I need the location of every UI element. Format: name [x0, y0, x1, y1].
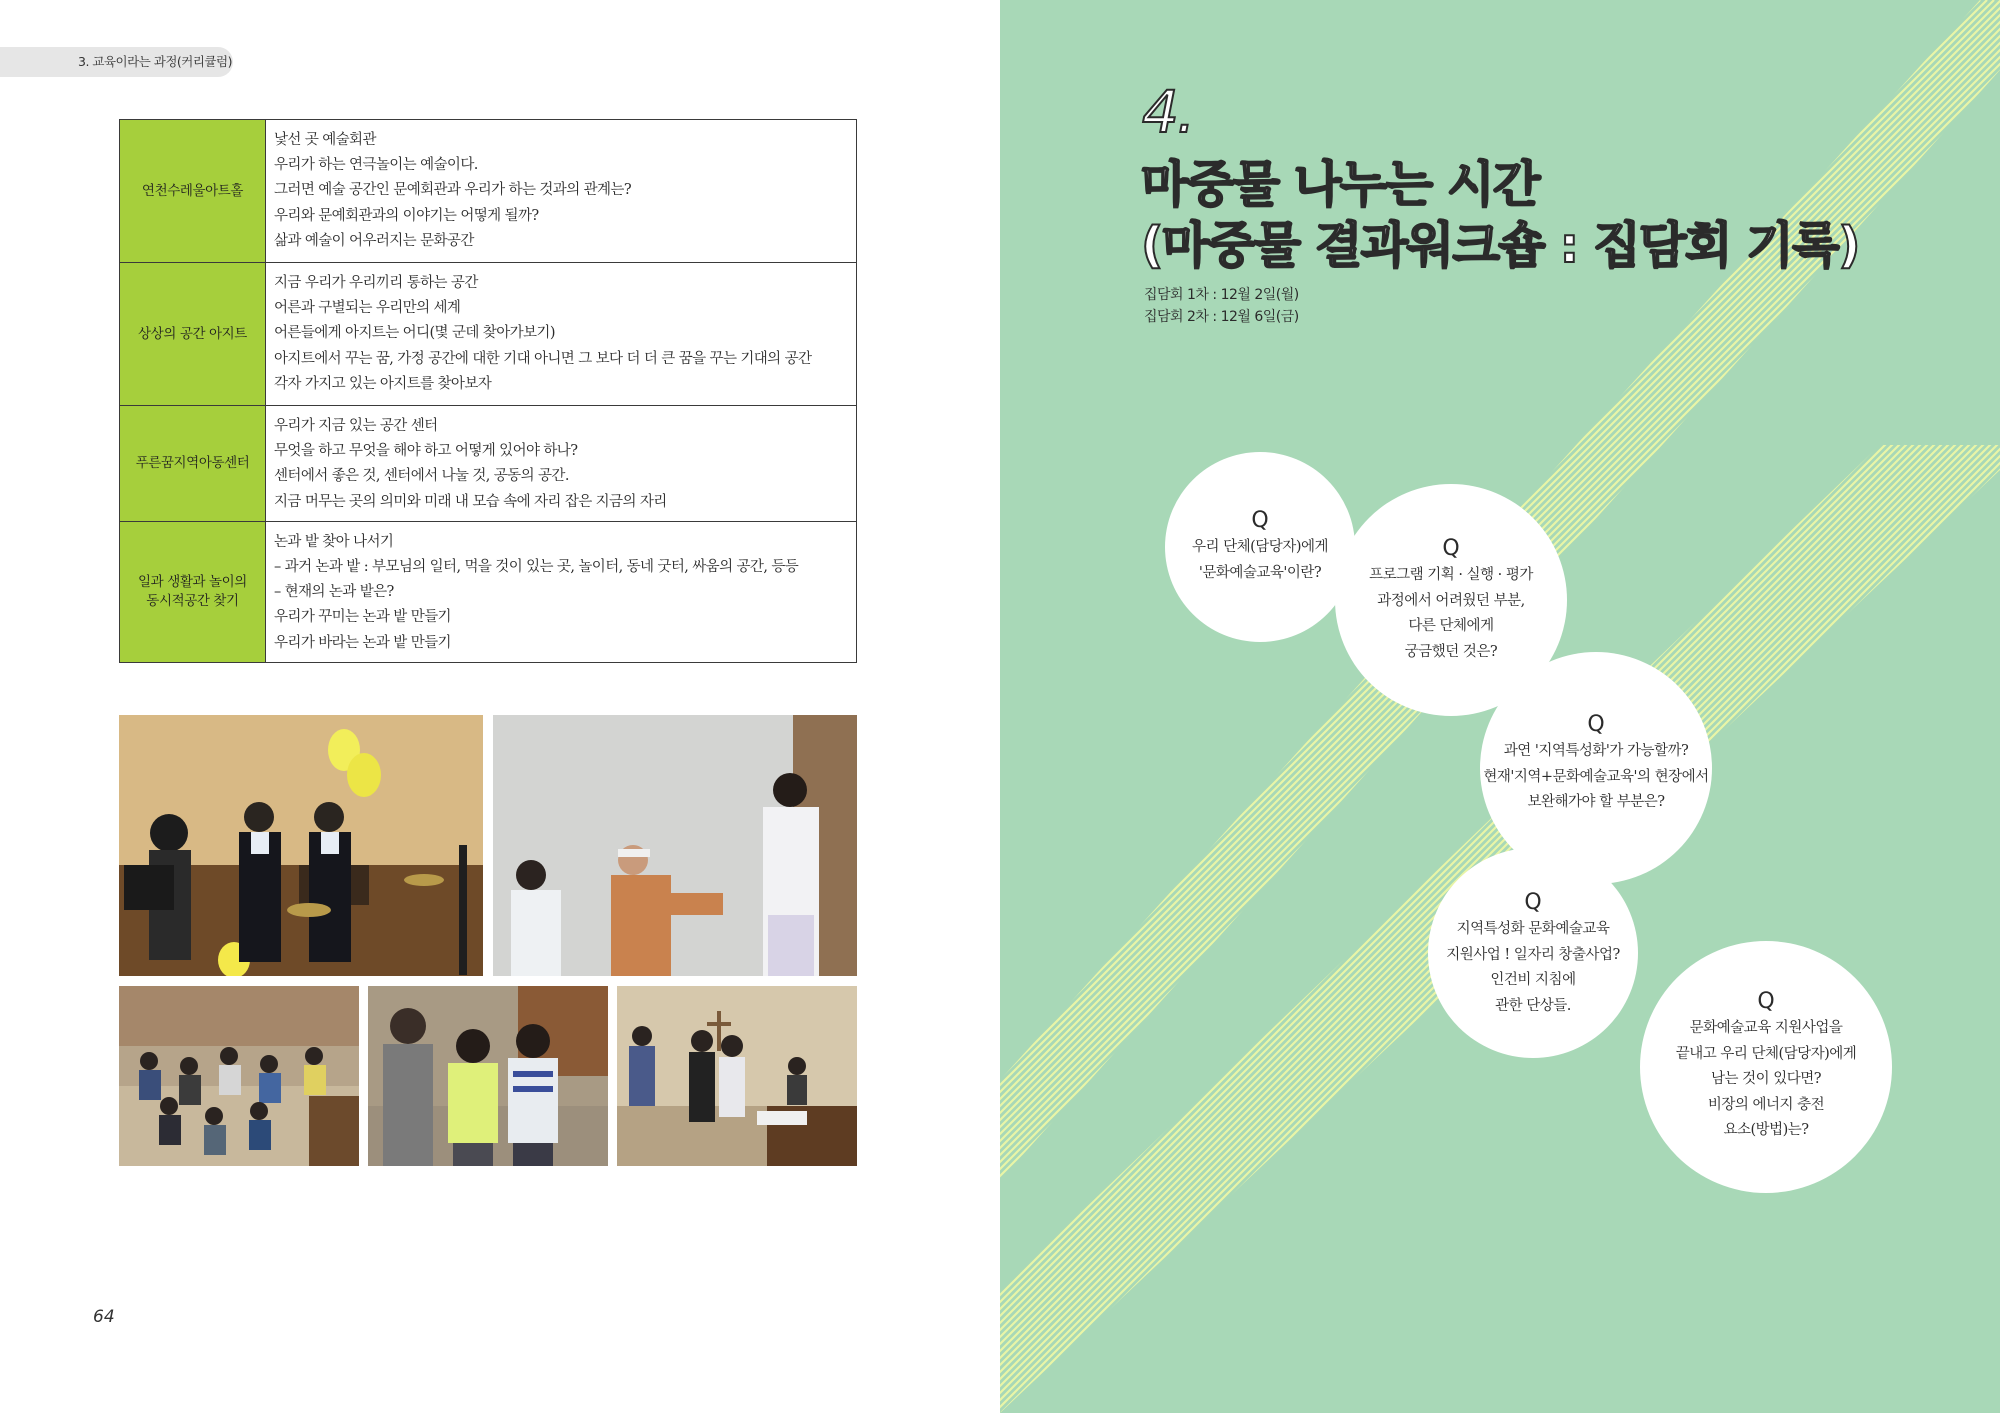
stripe-line	[1848, 0, 2000, 1413]
question-line: 과연 '지역특성화'가 가능할까?	[1503, 743, 1689, 759]
question-line: 프로그램 기획 · 실행 · 평가	[1369, 567, 1533, 583]
question-bubble-5	[1640, 941, 1892, 1193]
question-line: 우리 단체(담당자)에게	[1192, 539, 1328, 555]
question-line: 문화예술교육 지원사업을	[1689, 1020, 1843, 1036]
stripe-line	[1000, 0, 1077, 1413]
question-line: 비장의 에너지 충전	[1707, 1096, 1825, 1113]
description-line: 무엇을 하고 무엇을 해야 하고 어떻게 있어야 하나?	[274, 443, 578, 460]
description-line: 그러면 예술 공간인 문예회관과 우리가 하는 것과의 관계는?	[274, 182, 632, 199]
question-line: 지역특성화 문화예술교육	[1456, 921, 1610, 937]
description-line: 낯선 곳 예술회관	[274, 132, 376, 148]
stripe-line	[1848, 0, 2000, 1413]
program-name-line: 일과 생활과 놀이의	[138, 573, 247, 590]
table-row	[120, 521, 857, 662]
program-name	[120, 521, 266, 662]
stripe-line	[1897, 0, 2000, 1413]
program-table	[119, 119, 857, 663]
stripe-line	[1981, 0, 2000, 1413]
question-line: 현재'지역+문화예술교육'의 현장에서	[1483, 768, 1709, 785]
description-line: 아지트에서 꾸는 꿈, 가정 공간에 대한 기대 아니면 그 보다 더 더 큰 꿈을 꾸는 기대의 공간	[274, 350, 812, 367]
stripe-line	[1000, 0, 1147, 1413]
question-line: 인건비 지침에	[1490, 972, 1576, 988]
stripe-line	[1000, 0, 1063, 1413]
stripe-line	[1000, 0, 1133, 1413]
stripe-line	[1000, 0, 1084, 1413]
stripe-line	[1890, 0, 2000, 1413]
meeting-date-2: 집담회 2차 : 12월 6일(금)	[1144, 309, 1299, 325]
stripe-line	[1000, 0, 1140, 1413]
stripe-line	[1000, 0, 1049, 1413]
stripe-line	[1932, 0, 2000, 1413]
stripe-line	[1000, 0, 1042, 1413]
stripe-line	[1939, 0, 2000, 1413]
stripe-line	[1974, 0, 2000, 1413]
section-title: 마중물 나누는 시간	[1141, 156, 1539, 213]
stripe-line	[1000, 0, 1105, 1413]
stripe-line	[1925, 0, 2000, 1413]
stripe-line	[1000, 0, 1091, 1413]
stripe-line	[1883, 0, 2000, 1413]
stripe-line	[1953, 0, 2000, 1413]
stripe-line	[1000, 0, 1028, 1413]
photo-chapel-room	[617, 986, 857, 1166]
stripe-line	[1967, 0, 2000, 1413]
description-line: 우리가 바라는 논과 밭 만들기	[274, 634, 451, 651]
program-name: 상상의 공간 아지트	[120, 263, 266, 406]
program-description	[266, 521, 857, 662]
question-line: 끝내고 우리 단체(담당자)에게	[1675, 1045, 1857, 1062]
stripe-line	[1000, 0, 1147, 1413]
stripe-line	[1939, 0, 2000, 1413]
program-name-line: 동시적공간 찾기	[146, 592, 239, 609]
question-line: 지원사업 ! 일자리 창출사업?	[1446, 946, 1620, 963]
stripe-line	[1925, 0, 2000, 1413]
stripe-line	[1967, 0, 2000, 1413]
stripe-line	[1918, 0, 2000, 1413]
stripe-line	[1911, 0, 2000, 1413]
stripe-line	[1000, 0, 1056, 1413]
stripe-line	[1000, 0, 1014, 1413]
stripe-line	[1855, 0, 2000, 1413]
table-row	[120, 120, 857, 263]
stripe-line	[1000, 0, 1021, 1413]
description-line: 우리가 하는 연극놀이는 예술이다.	[274, 157, 478, 174]
section-number: 4.	[1142, 78, 1194, 146]
description-line: 어른과 구별되는 우리만의 세계	[274, 300, 461, 317]
photo-stage-performance	[119, 715, 483, 976]
question-line: 보완해가야 할 부분은?	[1527, 794, 1665, 810]
stripe-line	[1876, 0, 2000, 1413]
stripe-line	[1974, 0, 2000, 1413]
program-description	[266, 406, 857, 522]
stripe-line	[1000, 0, 1098, 1413]
description-line: 센터에서 좋은 것, 센터에서 나눌 것, 공동의 공간.	[274, 468, 569, 485]
stripe-line	[1918, 0, 2000, 1413]
page-number: 64	[93, 1307, 115, 1327]
description-line: 각자 가지고 있는 아지트를 찾아보자	[274, 375, 492, 392]
question-bubble-4	[1428, 848, 1638, 1058]
question-line: 다른 단체에게	[1408, 618, 1494, 634]
description-line: 지금 머무는 곳의 의미와 미래 내 모습 속에 자리 잡은 지금의 자리	[274, 493, 667, 510]
stripe-line	[1000, 0, 1014, 1413]
stripe-line	[1981, 0, 2000, 1413]
stripe-line	[1000, 0, 1084, 1413]
description-line: 어른들에게 아지트는 어디(몇 군데 찾아가보기)	[274, 325, 555, 342]
description-line: 논과 밭 찾아 나서기	[274, 533, 394, 550]
stripe-line	[1953, 0, 2000, 1413]
table-row	[120, 263, 857, 406]
question-line: 요소(방법)는?	[1723, 1122, 1809, 1138]
stripe-line	[1946, 0, 2000, 1413]
stripe-line	[1000, 0, 1091, 1413]
stripe-line	[1883, 0, 2000, 1413]
stripe-line	[1862, 0, 2000, 1413]
stripe-line	[1000, 0, 1077, 1413]
right-page	[1000, 0, 2000, 1413]
photo-playing-kids	[368, 986, 608, 1166]
question-line: '문화예술교육'이란?	[1198, 564, 1322, 581]
section-subtitle: (마중물 결과워크숍 : 집담회 기록)	[1141, 217, 1859, 274]
chapter-tab: 3. 교육이라는 과정(커리큘럼)	[0, 47, 233, 77]
stripe-line	[1911, 0, 2000, 1413]
stripe-line	[1000, 0, 1098, 1413]
stripe-line	[1904, 0, 2000, 1413]
stripe-line	[1000, 0, 1140, 1413]
stripe-line	[1000, 0, 1049, 1413]
stripe-line	[1869, 0, 2000, 1413]
stripe-line	[1855, 0, 2000, 1413]
program-description	[266, 120, 857, 263]
stripe-line	[1000, 0, 1133, 1413]
stripe-line	[1960, 0, 2000, 1413]
stripe-line	[1000, 0, 1063, 1413]
table-row	[120, 406, 857, 522]
stripe-line	[1932, 0, 2000, 1413]
stripe-line	[1000, 0, 1035, 1413]
stripe-line	[1000, 0, 1028, 1413]
program-name: 연천수레울아트홀	[120, 120, 266, 263]
description-line: – 과거 논과 밭 : 부모님의 일터, 먹을 것이 있는 곳, 놀이터, 동네 굿터, 싸움의 공간, 등등	[274, 559, 799, 576]
stripe-line	[1000, 0, 1070, 1413]
stripe-line	[1897, 0, 2000, 1413]
photo-group-circle	[119, 986, 359, 1166]
stripe-line	[1890, 0, 2000, 1413]
description-line: 삶과 예술이 어우러지는 문화공간	[274, 232, 474, 249]
q-marker: Q	[1757, 989, 1775, 1014]
stripe-line	[1876, 0, 2000, 1413]
stripe-line	[1000, 0, 1035, 1413]
stripe-line	[1000, 0, 1105, 1413]
q-marker: Q	[1587, 712, 1605, 737]
stripe-line	[1904, 0, 2000, 1413]
program-description	[266, 263, 857, 406]
meeting-date-1: 집담회 1차 : 12월 2일(월)	[1144, 287, 1299, 303]
photo-costume-play	[493, 715, 857, 976]
question-line: 궁금했던 것은?	[1404, 643, 1498, 660]
stripe-line	[1946, 0, 2000, 1413]
stripe-line	[1000, 0, 1070, 1413]
stripe-line	[1000, 0, 1021, 1413]
description-line: – 현재의 논과 밭은?	[274, 584, 394, 601]
stripe-line	[1960, 0, 2000, 1413]
question-line: 과정에서 어려웠던 부분,	[1377, 592, 1525, 609]
program-name: 푸른꿈지역아동센터	[120, 406, 266, 522]
stripe-line	[1000, 0, 1154, 1413]
stripe-line	[1000, 0, 1042, 1413]
description-line: 우리가 지금 있는 공간 센터	[274, 418, 438, 434]
q-marker: Q	[1251, 508, 1269, 533]
question-line: 관한 단상들.	[1495, 997, 1571, 1014]
q-marker: Q	[1524, 890, 1542, 915]
stripe-line	[1000, 0, 1154, 1413]
stripe-line	[1000, 0, 1007, 1413]
description-line: 우리가 꾸미는 논과 밭 만들기	[274, 609, 451, 626]
stripe-line	[1869, 0, 2000, 1413]
stripe-line	[1000, 0, 1056, 1413]
description-line: 우리와 문예회관과의 이야기는 어떻게 될까?	[274, 207, 539, 224]
stripe-line	[1862, 0, 2000, 1413]
stripe-line	[1000, 0, 1007, 1413]
description-line: 지금 우리가 우리끼리 통하는 공간	[274, 275, 478, 291]
question-line: 남는 것이 있다면?	[1710, 1071, 1822, 1087]
question-bubble-1	[1165, 452, 1355, 642]
q-marker: Q	[1442, 536, 1460, 561]
